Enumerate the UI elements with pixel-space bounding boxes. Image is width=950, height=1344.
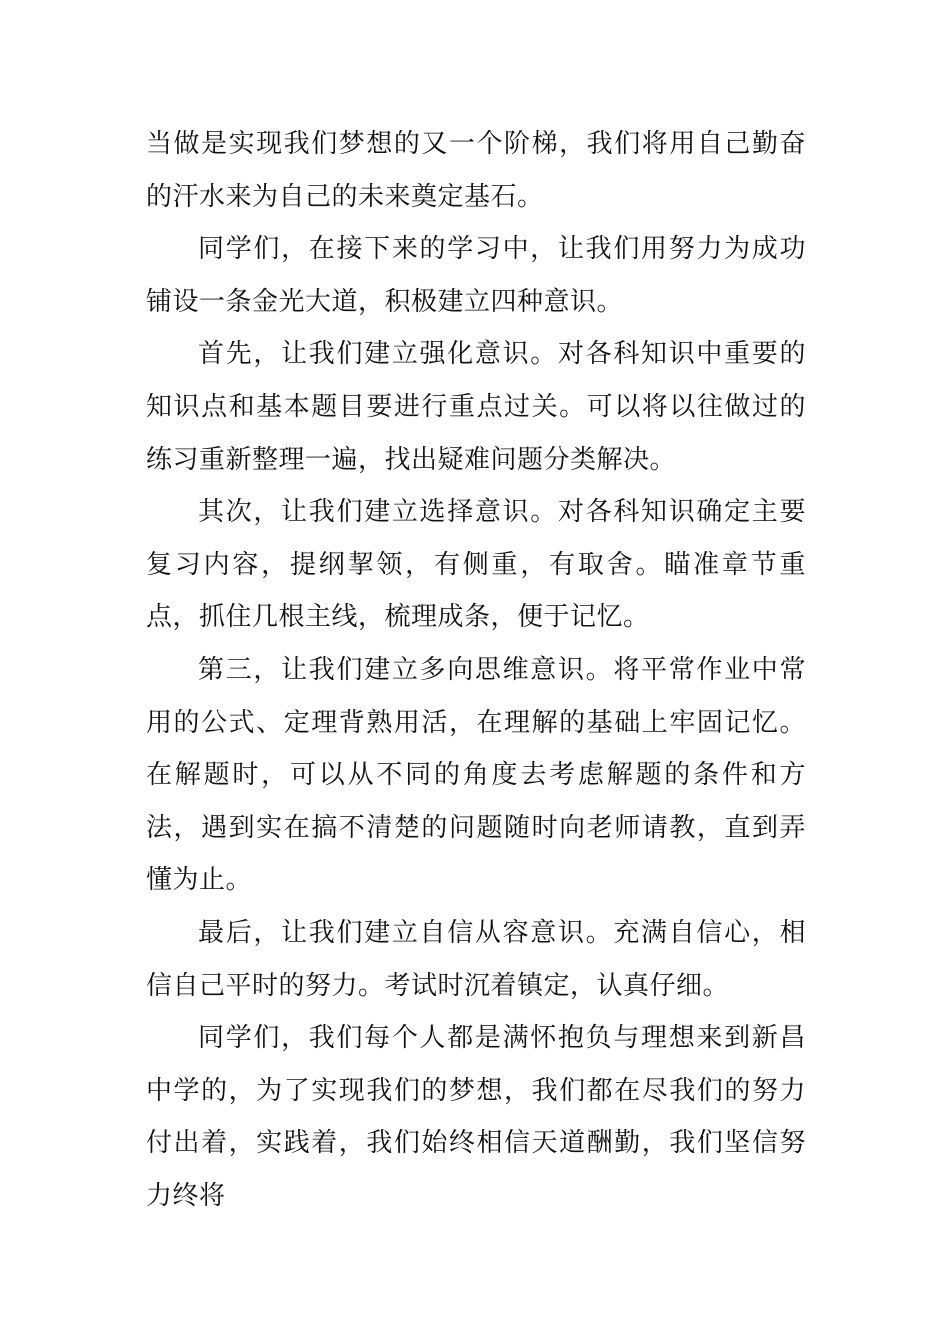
paragraph: 同学们，在接下来的学习中，让我们用努力为成功铺设一条金光大道，积极建立四种意识。 [146,234,806,317]
paragraph: 其次，让我们建立选择意识。对各科知识确定主要复习内容，提纲挈领，有侧重，有取舍。瞄准章节重点，抓住几根主线，梳理成条，便于记忆。 [146,497,806,633]
paragraph: 最后，让我们建立自信从容意识。充满自信心，相信自己平时的努力。考试时沉着镇定，认真仔细。 [146,917,806,1001]
paragraph: 第三，让我们建立多向思维意识。将平常作业中常用的公式、定理背熟用活，在理解的基础上牢固记忆。在解题时，可以从不同的角度去考虑解题的条件和方法，遇到实在搞不清楚的问题随时向老师请教，直到弄懂为止。 [146,654,806,896]
paragraph: 同学们，我们每个人都是满怀抱负与理想来到新昌中学的，为了实现我们的梦想，我们都在尽我们的努力付出着，实践着，我们始终相信天道酬勤，我们坚信努力终将 [146,1023,806,1211]
paragraph-continuation: 当做是实现我们梦想的又一个阶梯，我们将用自己勤奋的汗水来为自己的未来奠定基石。 [146,129,806,212]
paragraph: 首先，让我们建立强化意识。对各科知识中重要的知识点和基本题目要进行重点过关。可以将以往做过的练习重新整理一遍，找出疑难问题分类解决。 [146,339,806,475]
body-text [146,118,806,1222]
